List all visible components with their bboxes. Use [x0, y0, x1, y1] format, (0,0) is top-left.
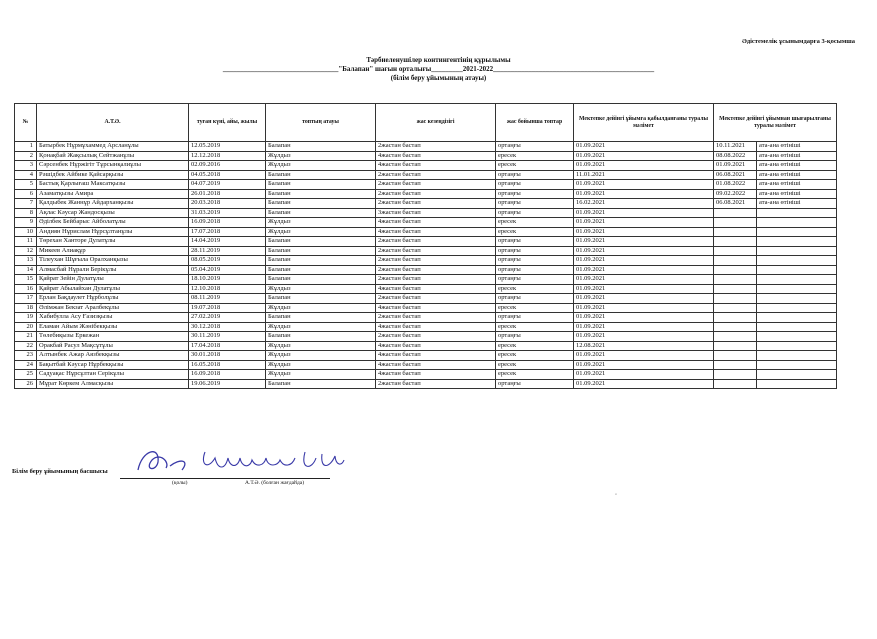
child-name: Қайрат Абылайхан Дулатұлы [37, 284, 189, 294]
admission-date: 01.09.2021 [574, 180, 714, 190]
row-number: 1 [15, 142, 37, 152]
age-group: ересек [496, 284, 574, 294]
birth-date: 14.04.2019 [189, 237, 266, 247]
age-period: 2жастан бастап [376, 332, 496, 342]
departure-reason [757, 379, 837, 389]
row-number: 23 [15, 351, 37, 361]
age-group: ортаңғы [496, 294, 574, 304]
admission-date: 01.09.2021 [574, 265, 714, 275]
departure-reason [757, 341, 837, 351]
birth-date: 04.07.2019 [189, 180, 266, 190]
title-line-1: Тәрбиеленушілер контингентінің құрылымы [366, 56, 511, 64]
child-name: Төлебиқызы Еркежан [37, 332, 189, 342]
age-group: ересек [496, 351, 574, 361]
row-number: 21 [15, 332, 37, 342]
table-row [15, 360, 837, 370]
header-birthdate: туған күні, айы, жылы [189, 104, 266, 142]
group-name: Балапан [266, 237, 376, 247]
table-row [15, 199, 837, 209]
group-name: Балапан [266, 189, 376, 199]
row-number: 3 [15, 161, 37, 171]
age-period: 2жастан бастап [376, 189, 496, 199]
departure-reason [757, 275, 837, 285]
admission-date: 12.08.2021 [574, 341, 714, 351]
departure-date [714, 341, 757, 351]
age-group: ересек [496, 161, 574, 171]
age-group: ортаңғы [496, 256, 574, 266]
departure-date [714, 218, 757, 228]
age-group: ортаңғы [496, 208, 574, 218]
departure-reason [757, 256, 837, 266]
row-number: 25 [15, 370, 37, 380]
departure-reason: ата-ана өтініші [757, 161, 837, 171]
table-row [15, 275, 837, 285]
table-header-row [15, 104, 837, 142]
table-row [15, 265, 837, 275]
age-period: 4жастан бастап [376, 351, 496, 361]
header-number: № [15, 104, 37, 142]
table-row [15, 332, 837, 342]
birth-date: 18.10.2019 [189, 275, 266, 285]
departure-date [714, 246, 757, 256]
appendix-note: Әдістемелік ұсынымдарға 3-қосымша [742, 38, 855, 45]
birth-date: 04.05.2018 [189, 170, 266, 180]
age-period: 2жастан бастап [376, 256, 496, 266]
departure-reason [757, 303, 837, 313]
departure-date [714, 256, 757, 266]
age-group: ортаңғы [496, 332, 574, 342]
departure-reason [757, 227, 837, 237]
admission-date: 01.09.2021 [574, 303, 714, 313]
group-name: Балапан [266, 332, 376, 342]
row-number: 24 [15, 360, 37, 370]
table-row [15, 351, 837, 361]
departure-reason: ата-ана өтініші [757, 189, 837, 199]
age-group: ортаңғы [496, 170, 574, 180]
birth-date: 28.11.2019 [189, 246, 266, 256]
age-period: 4жастан бастап [376, 227, 496, 237]
child-name: Қайрат Зейін Дулатұлы [37, 275, 189, 285]
admission-date: 01.09.2021 [574, 189, 714, 199]
admission-date: 16.02.2021 [574, 199, 714, 209]
departure-date [714, 294, 757, 304]
stray-mark: ◦ [615, 492, 618, 498]
departure-date [714, 208, 757, 218]
group-name: Жұлдыз [266, 370, 376, 380]
birth-date: 19.07.2018 [189, 303, 266, 313]
group-name: Жұлдыз [266, 218, 376, 228]
row-number: 19 [15, 313, 37, 323]
departure-date [714, 265, 757, 275]
admission-date: 01.09.2021 [574, 256, 714, 266]
departure-reason [757, 246, 837, 256]
table-row [15, 256, 837, 266]
departure-date [714, 360, 757, 370]
row-number: 11 [15, 237, 37, 247]
header-age-period: жас кезеңдізігі [376, 104, 496, 142]
group-name: Балапан [266, 170, 376, 180]
admission-date: 01.09.2021 [574, 360, 714, 370]
age-group: ортаңғы [496, 313, 574, 323]
admission-date: 01.09.2021 [574, 151, 714, 161]
group-name: Жұлдыз [266, 303, 376, 313]
age-period: 3жастан бастап [376, 208, 496, 218]
header-admission-info: Мектепке дейінгі ұйымға қабылданғаны туралы мәлімет [574, 104, 714, 142]
age-period: 2жастан бастап [376, 237, 496, 247]
age-group: ортаңғы [496, 275, 574, 285]
departure-date [714, 370, 757, 380]
table-row [15, 379, 837, 389]
age-group: ортаңғы [496, 379, 574, 389]
header-departure-info: Мектепке дейінгі ұйымнан шығарылғаны туралы мәлімет [714, 104, 837, 142]
table-row [15, 208, 837, 218]
birth-date: 12.10.2018 [189, 284, 266, 294]
age-group: ортаңғы [496, 246, 574, 256]
age-period: 4жастан бастап [376, 322, 496, 332]
row-number: 15 [15, 275, 37, 285]
admission-date: 11.01.2021 [574, 170, 714, 180]
birth-date: 26.01.2018 [189, 189, 266, 199]
birth-date: 12.12.2018 [189, 151, 266, 161]
table-row [15, 322, 837, 332]
group-name: Балапан [266, 180, 376, 190]
age-group: ересек [496, 370, 574, 380]
child-name: Қонақбай Жақсылық Сейтжанұлы [37, 151, 189, 161]
age-group: ортаңғы [496, 237, 574, 247]
child-name: Қалдыбек Жаннұр Айдарханқызы [37, 199, 189, 209]
birth-date: 20.03.2018 [189, 199, 266, 209]
departure-reason [757, 313, 837, 323]
child-name: Мұрат Көркем Алмасқызы [37, 379, 189, 389]
row-number: 2 [15, 151, 37, 161]
admission-date: 01.09.2021 [574, 275, 714, 285]
title-line-3: (білім беру ұйымының атауы) [390, 74, 487, 82]
age-period: 4жастан бастап [376, 284, 496, 294]
age-period: 4жастан бастап [376, 218, 496, 228]
group-name: Жұлдыз [266, 227, 376, 237]
row-number: 7 [15, 199, 37, 209]
departure-reason [757, 360, 837, 370]
group-name: Балапан [266, 379, 376, 389]
admission-date: 01.09.2021 [574, 161, 714, 171]
age-group: ересек [496, 218, 574, 228]
departure-reason [757, 218, 837, 228]
departure-reason: ата-ана өтініші [757, 170, 837, 180]
birth-date: 17.04.2018 [189, 341, 266, 351]
row-number: 4 [15, 170, 37, 180]
age-period: 2жастан бастап [376, 294, 496, 304]
row-number: 9 [15, 218, 37, 228]
header-name: А.Т.Ә. [37, 104, 189, 142]
departure-date: 09.02.2022 [714, 189, 757, 199]
departure-reason [757, 265, 837, 275]
admission-date: 01.09.2021 [574, 370, 714, 380]
departure-date [714, 322, 757, 332]
child-name: Андиян Нұрислам Нұрсұлтанұлы [37, 227, 189, 237]
age-period: 2жастан бастап [376, 246, 496, 256]
departure-reason [757, 208, 837, 218]
birth-date: 27.02.2019 [189, 313, 266, 323]
departure-reason: ата-ана өтініші [757, 180, 837, 190]
title-line-2: _________________________________"Балапан" шағын орталығы_________2021-2022______________________________________________ [222, 65, 655, 73]
group-name: Балапан [266, 142, 376, 152]
child-name: Әділбек Бейбарыс Айболатұлы [37, 218, 189, 228]
child-name: Алтынбек Ажар Аязбекқызы [37, 351, 189, 361]
departure-date [714, 227, 757, 237]
group-name: Жұлдыз [266, 284, 376, 294]
child-name: Ақлас Кәусар Жандосқызы [37, 208, 189, 218]
age-period: 2жастан бастап [376, 199, 496, 209]
child-name: Хабибулла Асу Ғазизқызы [37, 313, 189, 323]
row-number: 6 [15, 189, 37, 199]
child-name: Оракбай Расул Мақсұтұлы [37, 341, 189, 351]
group-name: Балапан [266, 256, 376, 266]
admission-date: 01.09.2021 [574, 332, 714, 342]
age-group: ортаңғы [496, 180, 574, 190]
table-row [15, 237, 837, 247]
row-number: 20 [15, 322, 37, 332]
admission-date: 01.09.2021 [574, 351, 714, 361]
child-name: Батырбек Нұрмұхаммед Арсланұлы [37, 142, 189, 152]
departure-reason: ата-ана өтініші [757, 151, 837, 161]
row-number: 14 [15, 265, 37, 275]
table-row [15, 370, 837, 380]
admission-date: 01.09.2021 [574, 237, 714, 247]
group-name: Балапан [266, 199, 376, 209]
birth-date: 08.11.2019 [189, 294, 266, 304]
age-period: 2жастан бастап [376, 313, 496, 323]
departure-date: 01.09.2021 [714, 161, 757, 171]
group-name: Жұлдыз [266, 322, 376, 332]
age-group: ересек [496, 360, 574, 370]
departure-date [714, 332, 757, 342]
age-period: 2жастан бастап [376, 379, 496, 389]
departure-reason [757, 237, 837, 247]
child-name: Әлімжан Бекзат Аралбекұлы [37, 303, 189, 313]
table-row [15, 180, 837, 190]
group-name: Балапан [266, 208, 376, 218]
age-period: 4жастан бастап [376, 370, 496, 380]
row-number: 12 [15, 246, 37, 256]
child-name: Сәрсенбек Нұржігіт Тұрсынқалиұлы [37, 161, 189, 171]
age-group: ересек [496, 341, 574, 351]
age-period: 4жастан бастап [376, 303, 496, 313]
departure-date: 06.08.2021 [714, 170, 757, 180]
birth-date: 08.05.2019 [189, 256, 266, 266]
table-row [15, 303, 837, 313]
birth-date: 02.09.2016 [189, 161, 266, 171]
admission-date: 01.09.2021 [574, 294, 714, 304]
group-name: Балапан [266, 275, 376, 285]
table-row [15, 284, 837, 294]
signature-caption: (қолы) [172, 480, 188, 486]
age-group: ересек [496, 303, 574, 313]
document-title [0, 56, 877, 83]
admission-date: 01.09.2021 [574, 379, 714, 389]
table-row [15, 151, 837, 161]
departure-reason [757, 370, 837, 380]
child-name: Ерлан Бақдаулет Нұрболұлы [37, 294, 189, 304]
group-name: Жұлдыз [266, 161, 376, 171]
admission-date: 01.09.2021 [574, 313, 714, 323]
departure-date [714, 303, 757, 313]
age-period: 2жастан бастап [376, 265, 496, 275]
table-row [15, 142, 837, 152]
departure-date: 06.08.2021 [714, 199, 757, 209]
age-group: ересек [496, 151, 574, 161]
header-group-name: топтың атауы [266, 104, 376, 142]
group-name: Балапан [266, 294, 376, 304]
row-number: 13 [15, 256, 37, 266]
signature-drawing [130, 440, 350, 480]
child-name: Азаматқызы Амира [37, 189, 189, 199]
table-row [15, 227, 837, 237]
birth-date: 17.07.2018 [189, 227, 266, 237]
child-name: Төрехан Ханторе Дулатұлы [37, 237, 189, 247]
group-name: Жұлдыз [266, 341, 376, 351]
age-period: 2жастан бастап [376, 180, 496, 190]
group-name: Балапан [266, 246, 376, 256]
departure-reason [757, 294, 837, 304]
row-number: 10 [15, 227, 37, 237]
age-group: ортаңғы [496, 189, 574, 199]
table-row [15, 161, 837, 171]
child-name: Рәшідбек Айбике Қайсарқызы [37, 170, 189, 180]
departure-reason: ата-ана өтініші [757, 142, 837, 152]
child-name: Алмасбай Нұрали Берікұлы [37, 265, 189, 275]
contingent-table [14, 103, 837, 389]
head-of-organization-label: Білім беру ұйымының басшысы [12, 468, 108, 475]
departure-reason [757, 322, 837, 332]
child-name: Еламан Айым Жәнібекқызы [37, 322, 189, 332]
age-period: 2жастан бастап [376, 275, 496, 285]
age-period: 4жастан бастап [376, 341, 496, 351]
birth-date: 05.04.2019 [189, 265, 266, 275]
age-group: ортаңғы [496, 199, 574, 209]
table-row [15, 294, 837, 304]
departure-date [714, 237, 757, 247]
table-row [15, 218, 837, 228]
child-name: Микеев Алиақұр [37, 246, 189, 256]
admission-date: 01.09.2021 [574, 322, 714, 332]
birth-date: 12.05.2019 [189, 142, 266, 152]
row-number: 16 [15, 284, 37, 294]
child-name: Бақытбай Кәусар Нұрбекқызы [37, 360, 189, 370]
departure-date [714, 284, 757, 294]
header-age-groups: жас бойынша топтар [496, 104, 574, 142]
departure-date: 08.08.2022 [714, 151, 757, 161]
departure-reason [757, 351, 837, 361]
birth-date: 31.03.2019 [189, 208, 266, 218]
age-period: 2жастан бастап [376, 142, 496, 152]
birth-date: 16.09.2018 [189, 218, 266, 228]
child-name: Бастық Қарлығаш Максатқызы [37, 180, 189, 190]
birth-date: 30.01.2018 [189, 351, 266, 361]
row-number: 5 [15, 180, 37, 190]
row-number: 17 [15, 294, 37, 304]
departure-date [714, 313, 757, 323]
departure-date: 01.08.2022 [714, 180, 757, 190]
departure-date [714, 275, 757, 285]
admission-date: 01.09.2021 [574, 142, 714, 152]
group-name: Балапан [266, 265, 376, 275]
row-number: 26 [15, 379, 37, 389]
age-group: ортаңғы [496, 265, 574, 275]
age-group: ересек [496, 227, 574, 237]
table-row [15, 189, 837, 199]
group-name: Жұлдыз [266, 351, 376, 361]
age-period: 2жастан бастап [376, 170, 496, 180]
row-number: 18 [15, 303, 37, 313]
age-group: ортаңғы [496, 142, 574, 152]
departure-date [714, 351, 757, 361]
child-name: Садуақас Нұрсұлтан Серікұлы [37, 370, 189, 380]
group-name: Жұлдыз [266, 151, 376, 161]
admission-date: 01.09.2021 [574, 218, 714, 228]
admission-date: 01.09.2021 [574, 208, 714, 218]
age-period: 4жастан бастап [376, 360, 496, 370]
admission-date: 01.09.2021 [574, 284, 714, 294]
birth-date: 16.05.2018 [189, 360, 266, 370]
admission-date: 01.09.2021 [574, 246, 714, 256]
age-group: ересек [496, 322, 574, 332]
signature-line [120, 478, 330, 479]
departure-reason [757, 284, 837, 294]
age-period: 4жастан бастап [376, 161, 496, 171]
birth-date: 30.11.2019 [189, 332, 266, 342]
birth-date: 16.09.2018 [189, 370, 266, 380]
table-row [15, 246, 837, 256]
group-name: Балапан [266, 313, 376, 323]
name-caption: А.Т.Ә. (болған жағдайда) [245, 480, 305, 486]
birth-date: 19.06.2019 [189, 379, 266, 389]
age-period: 4жастан бастап [376, 151, 496, 161]
birth-date: 30.12.2018 [189, 322, 266, 332]
row-number: 22 [15, 341, 37, 351]
table-row [15, 170, 837, 180]
departure-reason: ата-ана өтініші [757, 199, 837, 209]
admission-date: 01.09.2021 [574, 227, 714, 237]
departure-date: 10.11.2021 [714, 142, 757, 152]
table-row [15, 341, 837, 351]
departure-reason [757, 332, 837, 342]
row-number: 8 [15, 208, 37, 218]
table-row [15, 313, 837, 323]
departure-date [714, 379, 757, 389]
group-name: Жұлдыз [266, 360, 376, 370]
child-name: Тілеухан Шұғыла Оралханқызы [37, 256, 189, 266]
